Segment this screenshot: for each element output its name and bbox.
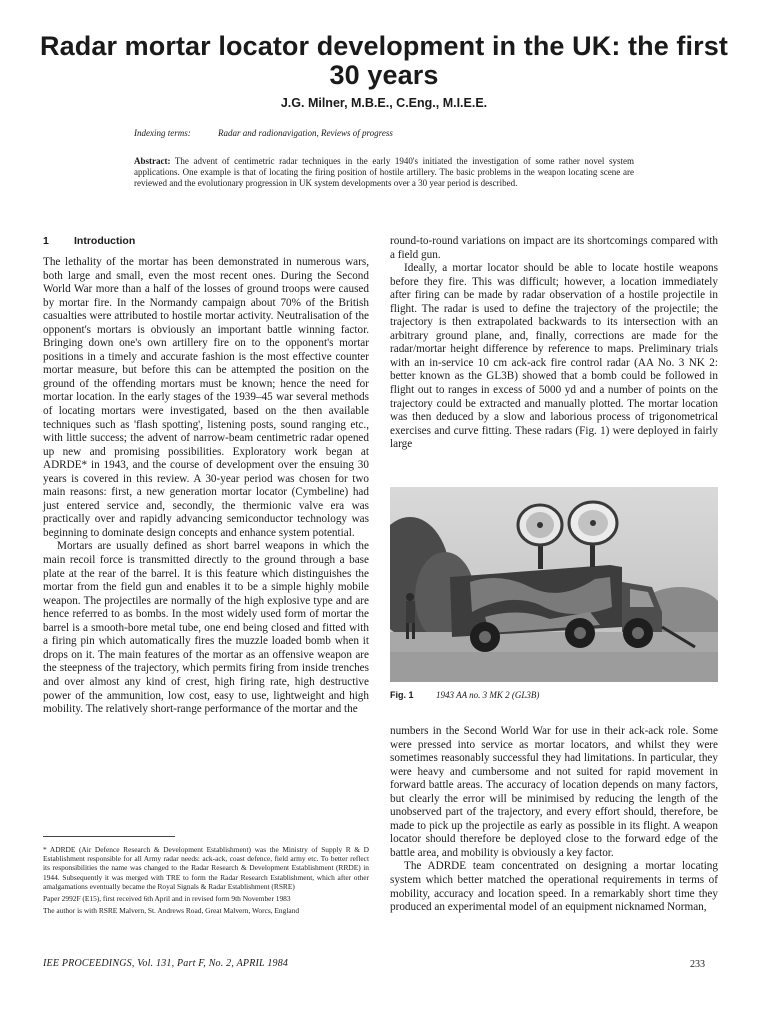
radar-truck-photo xyxy=(390,487,718,682)
paragraph: The ADRDE team concentrated on designing a mortar locating system which better matched the operational requirements in terms of mobility, accuracy and location speed. In a remarkably short time they produced an experimental model of an equipment nicknamed Norman, xyxy=(390,860,718,914)
paragraph: The lethality of the mortar has been demonstrated in numerous wars, both large and small, even the most recent ones. During the Second World War more than a half of the losses of ground troops were caused by mortar fire. In the Normandy campaign about 70% of the British casualties were attributed to hostile mortar activity. Neutralisation of the opponent's mortars is obviously an important battle winning factor. Bringing down one's own artillery fire on to the opponent's mortar positions in a timely and accurate fashion is the most effective counter mortar measure, but before this can be attempted the position on the ground of the offending mortars must be known; hence the need for mortar location. In the early stages of the 1939–45 war several methods of locating mortars were investigated, based on the then available techniques such as 'flash spotting', listening posts, sound ranging etc., with little success; the advent of narrow-beam centimetric radar opened up new and promising possibilities. Exploratory work began at ADRDE* in 1943, and the course of development over the ensuing 30 years is covered in this review. A 30-year period was chosen for two main reasons: first, a new generation mortar locator (Cymbeline) had just entered service and, secondly, the thermionic valve era was practically over and rapidly advancing semiconductor technology was beginning to dominate design concepts and enhance system potential. xyxy=(43,256,369,539)
figure-caption-text: 1943 AA no. 3 MK 2 (GL3B) xyxy=(436,690,540,700)
footnote: * ADRDE (Air Defence Research & Development Establishment) was the Ministry of Supply R & D Establishment responsible for all Army radar needs: ack-ack, coast defence, field army etc. To better reflect its responsibilities the name was changed to the Radar Research & Development Establishment (RRDE) in 1944. Subsequently it was merged with TRE to form the Radar Research Establishment, which after other amalgamations eventually became the Royal Signals & Radar Establishment (RSRE) xyxy=(43,845,369,891)
section-title: Introduction xyxy=(74,235,136,247)
footnote: The author is with RSRE Malvern, St. Andrews Road, Great Malvern, Worcs, England xyxy=(43,906,300,916)
indexing-label: Indexing terms: xyxy=(134,128,191,138)
footnote: Paper 2992F (E15), first received 6th April and in revised form 9th November 1983 xyxy=(43,894,291,904)
indexing-terms xyxy=(134,128,694,138)
paragraph: round-to-round variations on impact are its shortcomings compared with a field gun. xyxy=(390,235,718,261)
abstract-text: The advent of centimetric radar techniques in the early 1940's initiated the investigation of some rather novel system applications. One example is that of locating the firing position of hostile artillery. The basic problems in the weapon locating scene are reviewed and the evolutionary progression in UK system developments over a 30 year period is described. xyxy=(134,156,634,188)
section-heading xyxy=(43,235,135,247)
paragraph: Mortars are usually defined as short barrel weapons in which the main recoil force is transmitted directly to the ground through a base plate at the rear of the barrel. It is this feature which distinguishes the mortar from the field gun and enables it to be a simple highly mobile weapon. The projectiles are normally of the high explosive type and are hence referred to as bombs. In the most widely used form of mortar the barrel is a smooth-bore metal tube, one end being closed and fitted with a firing pin which automatically fires the muzzle loaded bomb when it drops on it. The main features of the mortar as an offensive weapon are the steepness of the trajectory, which permits firing from inside trenches and over almost any kind of crest, high firing rate, high destructive power of the ammunition, low cost, easy to use, lightweight and high mobility. The relatively short-range performance of the mortar and the xyxy=(43,540,369,716)
journal-reference: IEE PROCEEDINGS, Vol. 131, Part F, No. 2, APRIL 1984 xyxy=(43,958,289,969)
right-column-top xyxy=(390,235,718,452)
right-column-bottom xyxy=(390,725,718,915)
left-column xyxy=(43,256,369,717)
paragraph: Ideally, a mortar locator should be able to locate hostile weapons before they fire. This was difficult; however, a location immediately after firing can be made by radar observation of a hostile projectile in flight. The radar is used to define the trajectory of the projectile; the trajectory is then extrapolated backwards to its intersection with an arbitrary ground plane, and, finally, corrections are made for the radar/mortar height difference by reference to maps. Preliminary trials with an in-service 10 cm ack-ack fire control radar (AA No. 3 NK 2: better known as the GL3B) showed that a bomb could be followed in flight out to ranges in excess of 5000 yd and a number of points on the trajectory could be extracted and manually plotted. The mortar location was then deduced by a slow and laborious process of trigonometrical exercises and curve fitting. These radars (Fig. 1) were deployed in fairly large xyxy=(390,262,718,451)
authors: J.G. Milner, M.B.E., C.Eng., M.I.E.E. xyxy=(280,96,488,110)
indexing-values: Radar and radionavigation, Reviews of progress xyxy=(218,128,393,138)
figure-caption xyxy=(390,690,539,700)
section-number: 1 xyxy=(43,235,49,247)
figure-label: Fig. 1 xyxy=(390,690,414,700)
footnotes xyxy=(43,845,369,918)
abstract xyxy=(134,156,634,189)
paper-title: Radar mortar locator development in the UK: the first 30 years xyxy=(40,31,728,90)
paragraph: numbers in the Second World War for use in their ack-ack role. Some were pressed into service as mortar locators, and whilst they were sometimes reasonably successful they had limitations. In particular, they were heavy and cumbersome and not suited for rapid movement in forward battle areas. The accuracy of location depends on many factors, but clearly the error will be minimised by reducing the length of the unobserved part of the trajectory, and every effort should, therefore, be made to pick up the projectile as early as possible in its flight. A weapon locator should therefore be deployed close to the forward edge of the battle area, and mobility is obviously a key factor. xyxy=(390,725,718,859)
footnote-divider xyxy=(43,836,175,837)
figure-photo xyxy=(390,487,718,682)
page-number: 233 xyxy=(690,959,705,970)
abstract-label: Abstract: xyxy=(134,156,171,166)
